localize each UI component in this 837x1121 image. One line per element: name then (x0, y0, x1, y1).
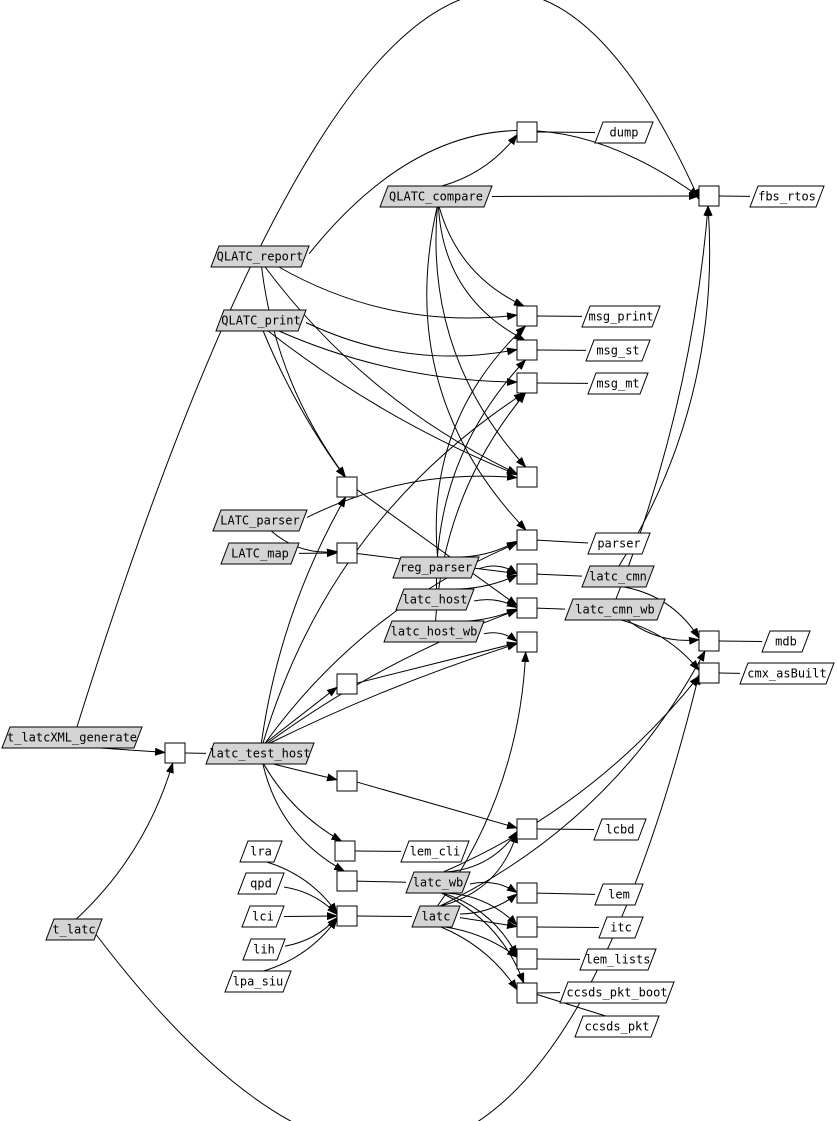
node-label: lci (252, 909, 274, 924)
node-label: latc_cmn_wb (575, 602, 655, 617)
node-label: QLATC_report (216, 249, 304, 264)
node-label: msg_st (596, 343, 640, 358)
edge-qlatc-compare-to-sq-msgp (439, 207, 524, 306)
node-latc-cmn-wb (565, 599, 665, 620)
node-itc (599, 917, 643, 938)
node-label: dump (609, 125, 639, 140)
node-parser (588, 533, 650, 554)
square-shape (335, 841, 355, 861)
node-label: latc_host (402, 592, 468, 607)
edge-qlatc-report-to-sq-msgp (279, 267, 517, 318)
node-latc-map (221, 543, 299, 564)
node-ccsds-pkt-boot (560, 982, 674, 1003)
edge-qpd-to-sq-latc (284, 887, 337, 915)
node-label: fbs_rtos (758, 189, 816, 204)
square-node-sq-lemcli (335, 841, 355, 861)
node-label: parser (597, 536, 641, 551)
edge-qlatc-compare-to-sq-mid1 (436, 207, 526, 467)
square-node-sq-dump (517, 122, 537, 142)
node-label: qpd (250, 876, 272, 891)
edge-sq-cmn-to-latc-cmn (537, 574, 582, 576)
edge-latc-wb-to-sq-lists (443, 893, 517, 956)
edge-qlatc-report-to-sq-fbs (309, 130, 699, 253)
square-node-sq-ccsds (517, 983, 537, 1003)
square-shape (517, 598, 537, 618)
node-mdb (762, 631, 810, 652)
node-label: lra (250, 844, 272, 859)
node-cmx-asbuilt (740, 663, 834, 684)
edge-sq-cmnwb-to-latc-cmn-wb (537, 608, 565, 609)
square-shape (337, 906, 357, 926)
square-node-sq-cmn (517, 564, 537, 584)
node-latc-cmn (582, 566, 654, 587)
square-shape (337, 771, 357, 791)
node-qlatc-report (211, 246, 309, 267)
node-lem-lists (580, 949, 656, 970)
square-shape (517, 949, 537, 969)
square-shape (517, 530, 537, 550)
square-node-sq-a (337, 477, 357, 497)
square-node-sq-lists (517, 949, 537, 969)
node-msg-print (582, 306, 660, 327)
square-node-sq-mid2 (517, 632, 537, 652)
square-node-sq-mid1 (517, 467, 537, 487)
node-label: ccsds_pkt_boot (566, 985, 668, 1000)
node-dump (595, 122, 653, 143)
square-node-sq-gen (165, 743, 185, 763)
node-latc-host-wb (384, 621, 484, 642)
node-qlatc-compare (380, 186, 492, 207)
node-label: mdb (775, 634, 797, 649)
square-node-sq-fbs (699, 186, 719, 206)
edge-qlatc-print-to-sq-msgm (279, 331, 517, 382)
node-label: LATC_parser (220, 513, 300, 528)
node-ccsds-pkt (575, 1016, 659, 1037)
edge-latc-test-host-to-sq-mid2 (270, 644, 517, 743)
square-shape (517, 340, 537, 360)
node-t-latcxml-generate (2, 727, 142, 748)
square-node-sq-cmx (699, 663, 719, 683)
node-label: QLATC_print (221, 313, 301, 328)
edge-latc-test-host-to-sq-c (265, 687, 337, 743)
node-label: t_latcXML_generate (6, 730, 138, 745)
edge-latc-n-to-sq-lists (445, 927, 517, 957)
node-lra (240, 841, 282, 862)
node-label: LATC_map (231, 546, 289, 561)
square-node-sq-latc (337, 906, 357, 926)
square-shape (337, 871, 357, 891)
edge-latc-wb-to-sq-lem (470, 882, 517, 892)
square-node-sq-itc (517, 917, 537, 937)
edge-qlatc-print-to-sq-msgs (306, 322, 517, 356)
square-shape (517, 306, 537, 326)
node-lem-cli (401, 841, 469, 862)
node-label: cmx_asBuilt (747, 666, 827, 681)
node-latc-parser (213, 510, 307, 531)
node-label: lem_cli (409, 844, 461, 859)
square-node-sq-d (337, 771, 357, 791)
edge-reg-parser-to-sq-msgp (436, 326, 525, 557)
node-t-latc (46, 919, 102, 940)
square-shape (517, 467, 537, 487)
node-label: msg_mt (596, 376, 640, 391)
edge-t-latcxml-generate-to-sq-gen (100, 748, 165, 752)
node-label: QLATC_compare (389, 189, 483, 204)
square-shape (517, 983, 537, 1003)
node-label: lpa_siu (232, 974, 284, 989)
square-shape (699, 631, 719, 651)
node-label: latc_cmn (589, 569, 647, 584)
node-label: latc_wb (412, 875, 464, 890)
node-lci (242, 906, 284, 927)
square-node-sq-c (337, 674, 357, 694)
edge-latc-n-to-sq-mdb (440, 651, 705, 906)
node-label: lcbd (605, 822, 635, 837)
edge-reg-parser-to-sq-parser (450, 541, 517, 557)
square-node-sq-b (337, 543, 357, 563)
square-node-sq-msgp (517, 306, 537, 326)
edge-latc-n-to-sq-mid2 (437, 652, 525, 906)
square-shape (337, 477, 357, 497)
edge-qlatc-compare-to-sq-parser (427, 207, 526, 530)
node-label: lem (608, 887, 630, 902)
square-shape (517, 122, 537, 142)
edge-latc-test-host-to-sq-lemcli (264, 764, 342, 841)
node-qpd (238, 873, 284, 894)
square-node-sq-lcbd (517, 819, 537, 839)
node-label: ccsds_pkt (584, 1019, 650, 1034)
edge-latc-test-host-to-sq-d (273, 764, 337, 780)
node-fbs-rtos (750, 186, 824, 207)
edge-sq-lem-to-lem (537, 893, 595, 894)
square-shape (517, 883, 537, 903)
square-node-sq-msgs (517, 340, 537, 360)
edge-latc-host-wb-to-sq-cmnwb (451, 609, 517, 621)
node-label: latc_test_host (209, 746, 311, 761)
node-lpa-siu (225, 971, 291, 992)
node-label: itc (610, 920, 632, 935)
square-node-sq-latcwb (337, 871, 357, 891)
node-lcbd (594, 819, 646, 840)
edge-latc-cmn-wb-to-sq-cmx (621, 620, 699, 670)
square-shape (517, 373, 537, 393)
node-label: latc_host_wb (390, 624, 478, 639)
square-node-sq-msgm (517, 373, 537, 393)
node-label: lem_lists (585, 952, 651, 967)
edge-qlatc-compare-to-sq-msgs (438, 207, 524, 340)
node-label: latc (421, 909, 451, 924)
node-msg-st (586, 340, 650, 361)
edge-t-latc-to-sq-gen (76, 763, 172, 919)
square-node-sq-cmnwb (517, 598, 537, 618)
edge-qlatc-print-to-sq-a (263, 331, 345, 477)
node-latc-test-host (206, 743, 314, 764)
node-latc-n (412, 906, 460, 927)
edge-sq-parser-to-parser (537, 540, 588, 543)
edge-latc-test-host-to-sq-msgm (263, 393, 524, 743)
square-shape (699, 663, 719, 683)
edge-sq-latcwb-to-latc-wb (357, 881, 406, 882)
edge-sq-c-to-sq-mid2 (357, 643, 517, 683)
edge-latc-host-wb-to-sq-mid2 (484, 633, 517, 642)
square-shape (517, 632, 537, 652)
edge-qlatc-report-to-sq-a (262, 267, 346, 477)
square-shape (337, 674, 357, 694)
node-msg-mt (588, 373, 648, 394)
square-shape (517, 564, 537, 584)
node-lih (243, 939, 285, 960)
square-node-sq-mdb (699, 631, 719, 651)
square-shape (517, 917, 537, 937)
node-label: t_latc (52, 922, 96, 937)
square-node-sq-lem (517, 883, 537, 903)
node-label: reg_parser (399, 560, 473, 575)
node-latc-host (396, 589, 474, 610)
node-label: msg_print (588, 309, 654, 324)
node-label: lih (253, 942, 275, 957)
edge-lih-to-sq-latc (285, 918, 337, 946)
square-shape (337, 543, 357, 563)
square-node-sq-parser (517, 530, 537, 550)
square-shape (517, 819, 537, 839)
node-reg-parser (393, 557, 479, 578)
node-qlatc-print (216, 310, 306, 331)
node-lem (595, 884, 643, 905)
edge-qlatc-print-to-sq-mid1 (268, 331, 517, 475)
edge-qlatc-report-to-sq-mid1 (265, 267, 517, 474)
square-shape (699, 186, 719, 206)
edge-latc-wb-to-sq-cmx (443, 676, 699, 872)
node-latc-wb (406, 872, 470, 893)
square-shape (165, 743, 185, 763)
